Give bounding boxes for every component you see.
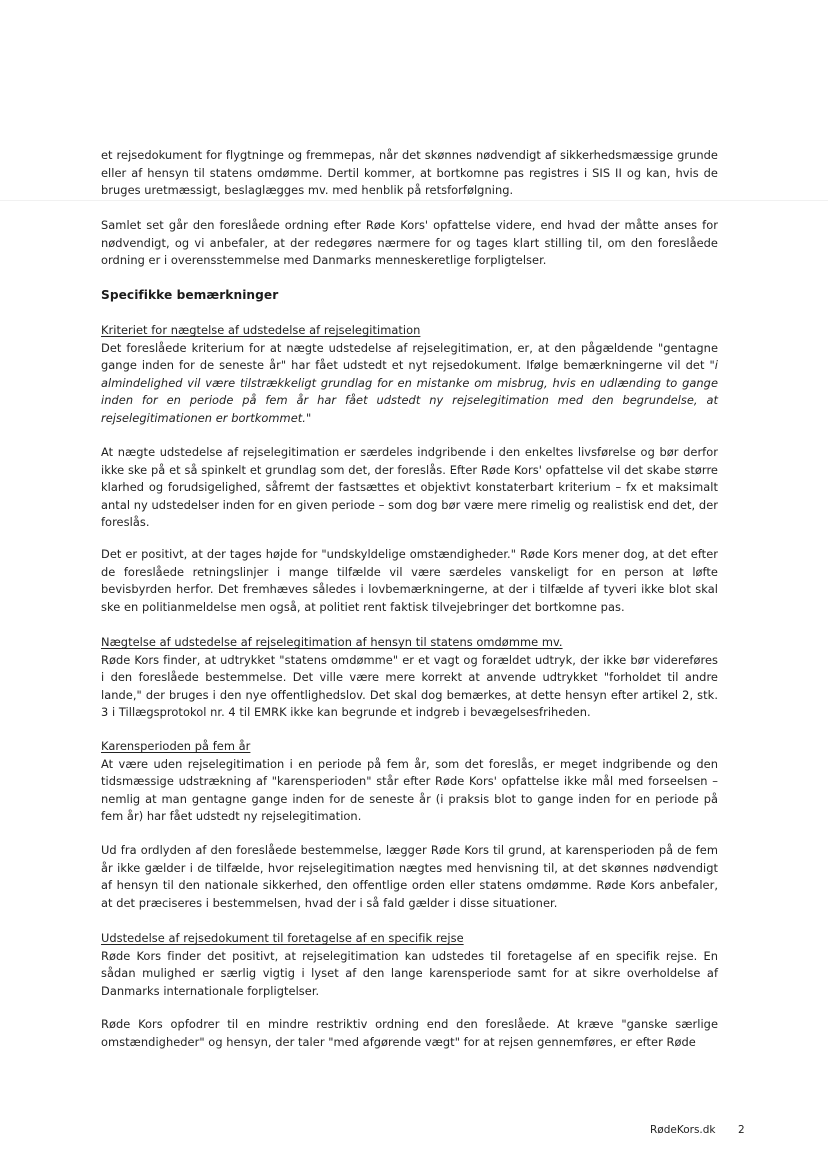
criterion-paragraph-3: Det er positivt, at der tages højde for "undskyldelige omstændigheder." Røde Kors mener dog, at det efter de foreslåede retningslinjer i mange tilfælde vil være særdeles vanskeligt for en person at løfte bevisbyrden herfor. Det fremhæves således i lovbemærkningerne, at der i tilfælde af tyveri ikke blot skal ske en politianmeldelse men også, at politiet rent faktisk tilvejebringer det bortkomne pas. <box>101 547 718 614</box>
section-title-reputation: Nægtelse af udstedelse af rejselegitimation af hensyn til statens omdømme mv. <box>101 635 563 649</box>
section-title-criterion: Kriteriet for nægtelse af udstedelse af rejselegitimation <box>101 323 421 337</box>
section-reputation <box>101 634 718 722</box>
karens-paragraph-1: At være uden rejselegitimation i en periode på fem år, som det foreslås, er meget indgribende og den tidsmæssige udstrækning af "karensperioden" står efter Røde Kors' opfattelse ikke mål med forseelsen – nemlig at man gentagne gange inden for de seneste år (i praksis blot to gange inden for en periode på fem år) har fået udstedt ny rejselegitimation. <box>101 756 718 824</box>
criterion-paragraph-2: At nægte udstedelse af rejselegitimation er særdeles indgribende i den enkeltes livsførelse og bør derfor ikke ske på et så spinkelt et grundlag som det, der foreslås. Efter Røde Kors' opfattelse vil det skabe større klarhed og forudsigelighed, såfremt der fastsættes et objektivt konstaterbart kriterium – fx et maksimalt antal ny udstedelser inden for en given periode – som dog bør være mere rimelig og realistisk end det, der foreslås. <box>101 445 718 530</box>
criterion-quote: i almindelighed vil være tilstrækkeligt grundlag for en mistanke om misbrug, hvis en udlænding to gange inden for en periode på fem år har fået udstedt ny rejselegitimation med den begrundelse, at rejselegitimationen er bortkommet. <box>101 358 718 425</box>
section-criterion <box>101 322 718 428</box>
section-karens <box>101 738 718 826</box>
scan-artifact <box>0 200 828 201</box>
specific-travel-paragraph-2: Røde Kors opfodrer til en mindre restriktiv ordning end den foreslåede. At kræve "ganske særlige omstændigheder" og hensyn, der taler "med afgørende vægt" for at rejsen gennemføres, er efter Røde <box>101 1017 718 1049</box>
criterion-text-a: Det foreslåede kriterium for at nægte udstedelse af rejselegitimation, er, at den pågældende "gentagne gange inden for de seneste år" har fået udstedt et nyt rejsedokument. Ifølge bemærkningerne vil det " <box>101 340 718 373</box>
karens-paragraph-2: Ud fra ordlyden af den foreslåede bestemmelse, lægger Røde Kors til grund, at karensperioden på de fem år ikke gælder i de tilfælde, hvor rejselegitimation nægtes med henvisning til, at det skønnes nødvendigt af hensyn til den nationale sikkerhed, den offentlige orden eller statens omdømme. Røde Kors anbefaler, at det præciseres i bestemmelsen, hvad der i så fald gælder i disse situationer. <box>101 843 718 910</box>
footer-website: RødeKors.dk <box>650 1124 716 1136</box>
page-number: 2 <box>738 1124 745 1136</box>
intro-paragraph-2: Samlet set går den foreslåede ordning efter Røde Kors' opfattelse videre, end hvad der måtte anses for nødvendigt, og vi anbefaler, at der redegøres nærmere for og tages klart stilling til, om den foreslåede ordning er i overensstemmelse med Danmarks menneskeretlige forpligtelser. <box>101 218 718 268</box>
section-heading: Specifikke bemærkninger <box>101 288 279 302</box>
section-specific-travel <box>101 930 718 1000</box>
specific-travel-paragraph-1: Røde Kors finder det positivt, at rejselegitimation kan udstedes til foretagelse af en specifik rejse. En sådan mulighed er særlig vigtig i lyset af den lange karensperiode samt for at sikre overholdelse af Danmarks internationale forpligtelser. <box>101 948 718 998</box>
intro-paragraph-1: et rejsedokument for flygtninge og fremmepas, når det skønnes nødvendigt af sikkerhedsmæssige grunde eller af hensyn til statens omdømme. Dertil kommer, at bortkomne pas registres i SIS II og kan, hvis de bruges uretmæssigt, beslaglægges mv. med henblik på retsforfølgning. <box>101 148 718 198</box>
criterion-text-b: " <box>305 410 312 425</box>
section-title-karens: Karensperioden på fem år <box>101 739 251 753</box>
section-title-specific-travel: Udstedelse af rejsedokument til foretagelse af en specifik rejse <box>101 931 464 945</box>
reputation-paragraph-1: Røde Kors finder, at udtrykket "statens omdømme" er et vagt og forældet udtryk, der ikke bør videreføres i den foreslåede bestemmelse. Det ville være mere korrekt at anvende udtrykket "forholdet til andre lande," der bruges i den nye offentlighedslov. Det skal dog bemærkes, at dette hensyn efter artikel 2, stk. 3 i Tillægsprotokol nr. 4 til EMRK ikke kan begrunde et indgreb i bevægelsesfriheden. <box>101 652 718 720</box>
